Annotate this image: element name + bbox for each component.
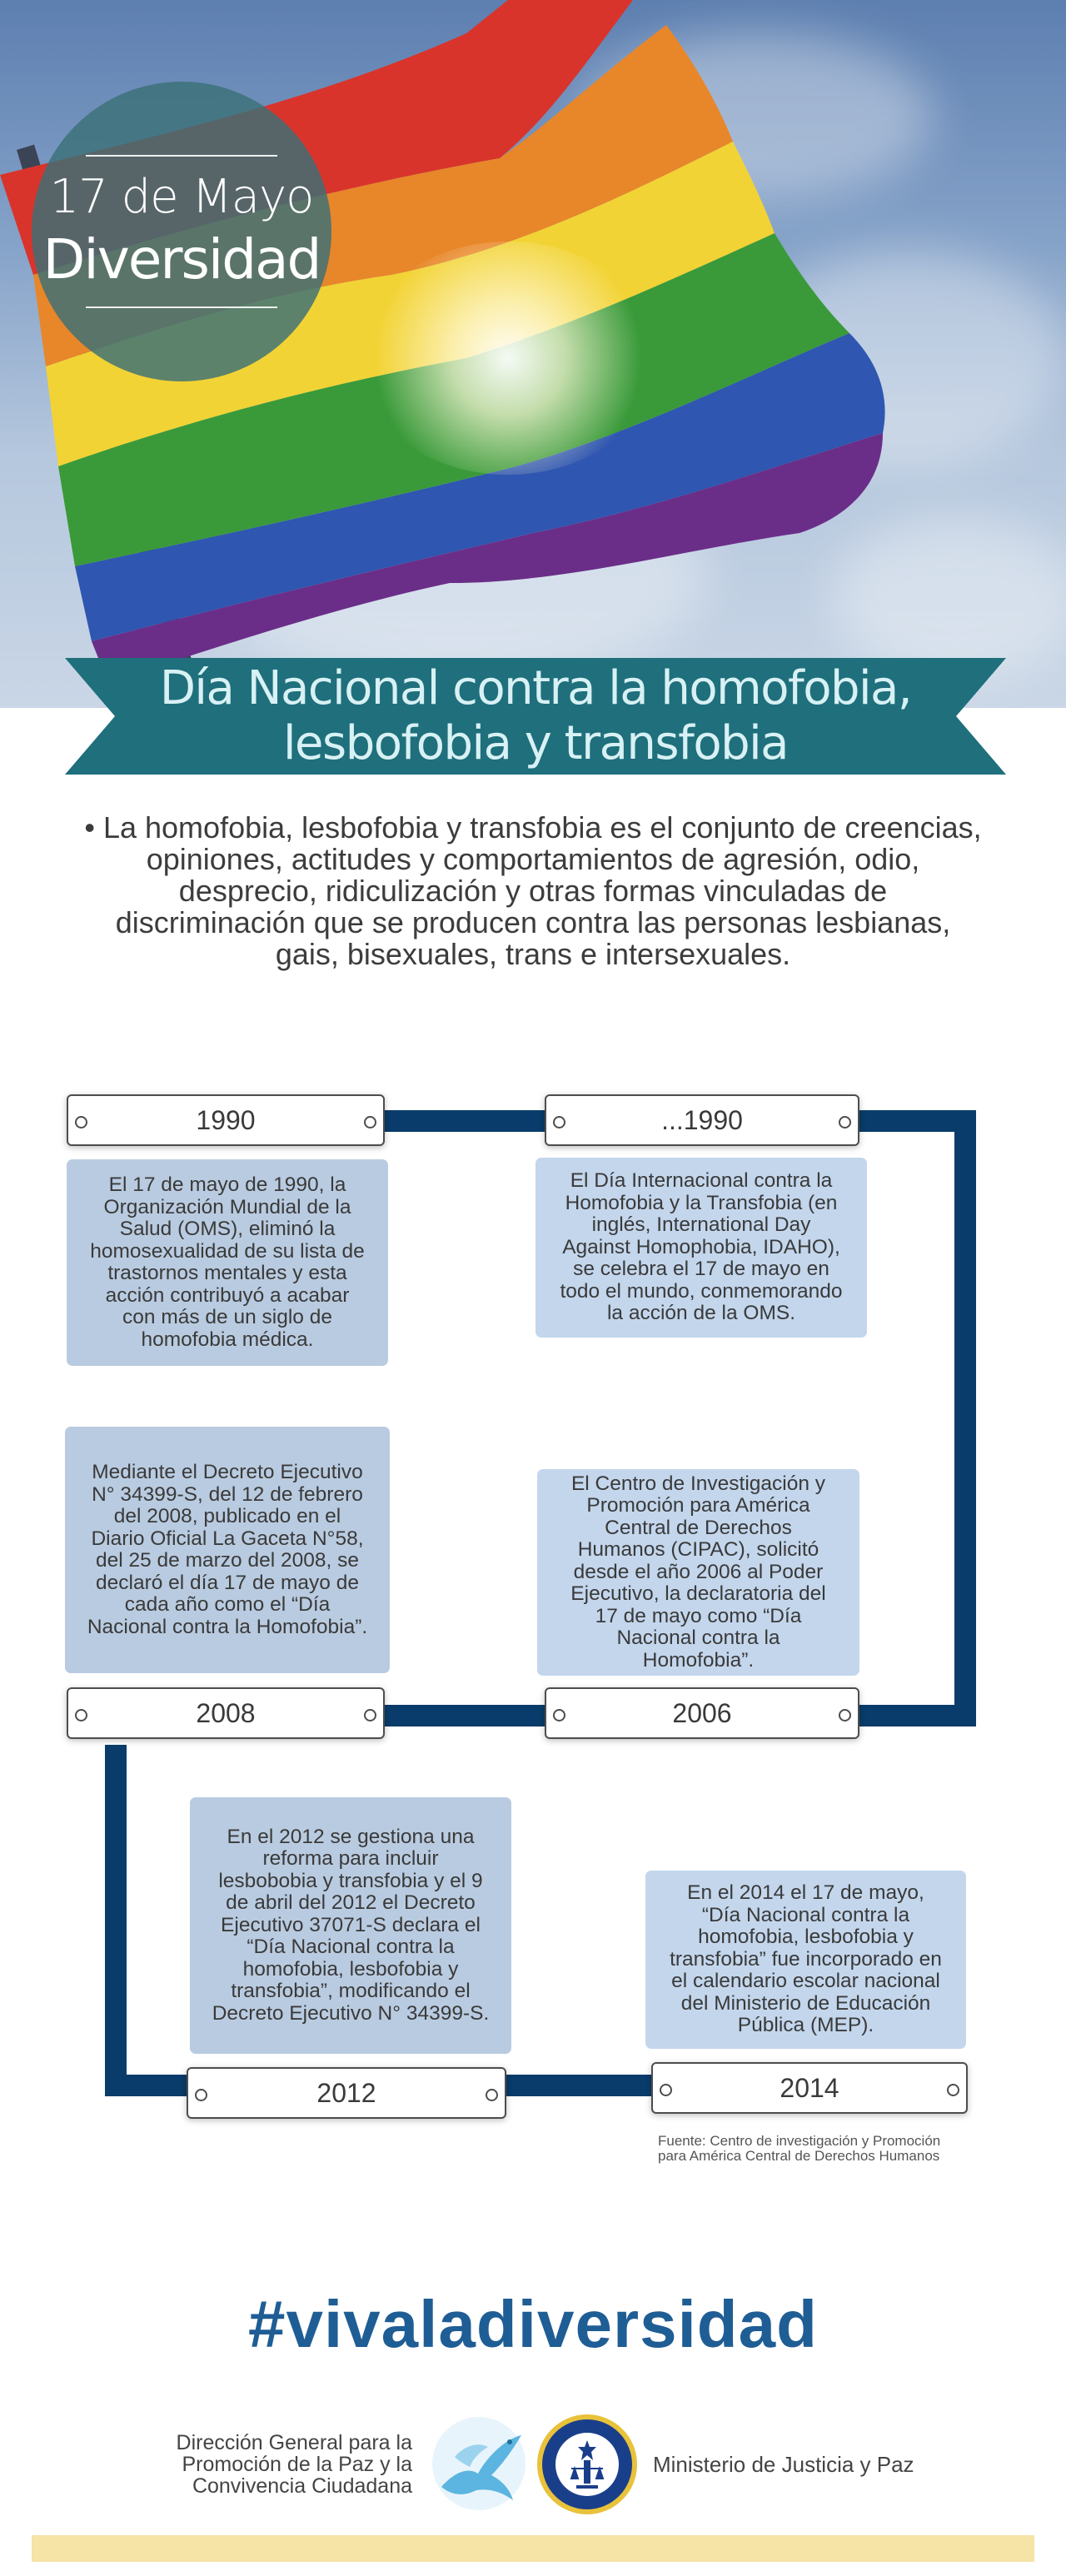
timeline-year: 2008 (67, 1687, 385, 1739)
timeline-line (105, 2075, 192, 2096)
timeline-year: 2014 (651, 2062, 968, 2114)
timeline-year: 2006 (545, 1687, 859, 1739)
timeline-line (105, 1745, 127, 2095)
intro-paragraph: • La homofobia, lesbofobia y transfobia es el conjunto de creencias, opiniones, actitudes y comportamientos de agresión, odio, desprecio, ridiculización y otras formas vinculadas de discriminación que se producen contra las personas lesbianas, gais, bisexuales, trans e intersexuales. (84, 810, 982, 971)
timeline-card: En el 2014 el 17 de mayo, “Día Nacional contra la homofobia, lesbofobia y transfobia” fue incorporado en el calendario escolar nacional del Ministerio de Educación Pública (MEP). (645, 1871, 966, 2049)
hashtag: #vivaladiversidad (247, 2287, 819, 2361)
dove-logo-icon (430, 2414, 528, 2514)
bottom-bar (32, 2535, 1034, 2562)
timeline-card: El Centro de Investigación y Promoción para América Central de Derechos Humanos (CIPAC), solicitó desde el año 2006 al Poder Ejecutivo, la declaratoria del 17 de mayo como “Día Nacional contra la Homofobia”. (537, 1469, 859, 1676)
page-title-line2: lesbofobia y transfobia (283, 716, 788, 770)
org-name-line: Convivencia Ciudadana (192, 2474, 412, 2498)
timeline-line (383, 1705, 550, 1726)
badge-theme: Diversidad (42, 227, 321, 291)
org-name (125, 2432, 412, 2497)
source-credit (658, 2134, 940, 2164)
source-line: Fuente: Centro de investigación y Promoción (658, 2133, 941, 2149)
ministry-name: Ministerio de Justicia y Paz (653, 2452, 914, 2477)
timeline-line (954, 1110, 976, 1726)
timeline-year: ...1990 (545, 1094, 859, 1146)
timeline-card: El 17 de mayo de 1990, la Organización Mundial de la Salud (OMS), eliminó la homosexualidad de su lista de trastornos mentales y esta acción contribuyó a acabar con más de un siglo de homofobia médica. (67, 1159, 388, 1366)
timeline-year: 2012 (187, 2067, 506, 2119)
title-banner (65, 658, 1006, 775)
timeline-year: 1990 (67, 1094, 385, 1146)
page-title-line1: Día Nacional contra la homofobia, (159, 661, 912, 715)
org-name-line: Promoción de la Paz y la (182, 2453, 412, 2476)
badge-date: 17 de Mayo (49, 170, 314, 224)
timeline-card: Mediante el Decreto Ejecutivo N° 34399-S, del 12 de febrero del 2008, publicado en el Diario Oficial La Gaceta N°58, del 25 de marzo del 2008, se declaró el día 17 de mayo de cada año como el “Día Nacional contra la Homofobia”. (65, 1427, 390, 1673)
timeline-line (506, 2075, 661, 2096)
timeline-card: El Día Internacional contra la Homofobia y la Transfobia (en inglés, International Day Against Homophobia, IDAHO), se celebra el 17 de mayo en todo el mundo, conmemorando la acción de la OMS. (535, 1158, 867, 1338)
timeline-line (383, 1110, 550, 1132)
org-name-line: Dirección General para la (176, 2431, 412, 2454)
ministry-seal-icon (536, 2414, 638, 2515)
badge-rule-bottom (86, 306, 277, 308)
timeline-line (858, 1705, 976, 1726)
sunlight (358, 242, 658, 475)
badge-rule-top (86, 155, 277, 157)
date-badge (32, 82, 331, 381)
source-line: para América Central de Derechos Humanos (658, 2148, 940, 2164)
timeline-card: En el 2012 se gestiona una reforma para incluir lesbobobia y transfobia y el 9 de abril del 2012 el Decreto Ejecutivo 37071-S declara el “Día Nacional contra la homofobia, lesbofobia y transfobia”, modificando el Decreto Ejecutivo N° 34399-S. (190, 1797, 511, 2054)
